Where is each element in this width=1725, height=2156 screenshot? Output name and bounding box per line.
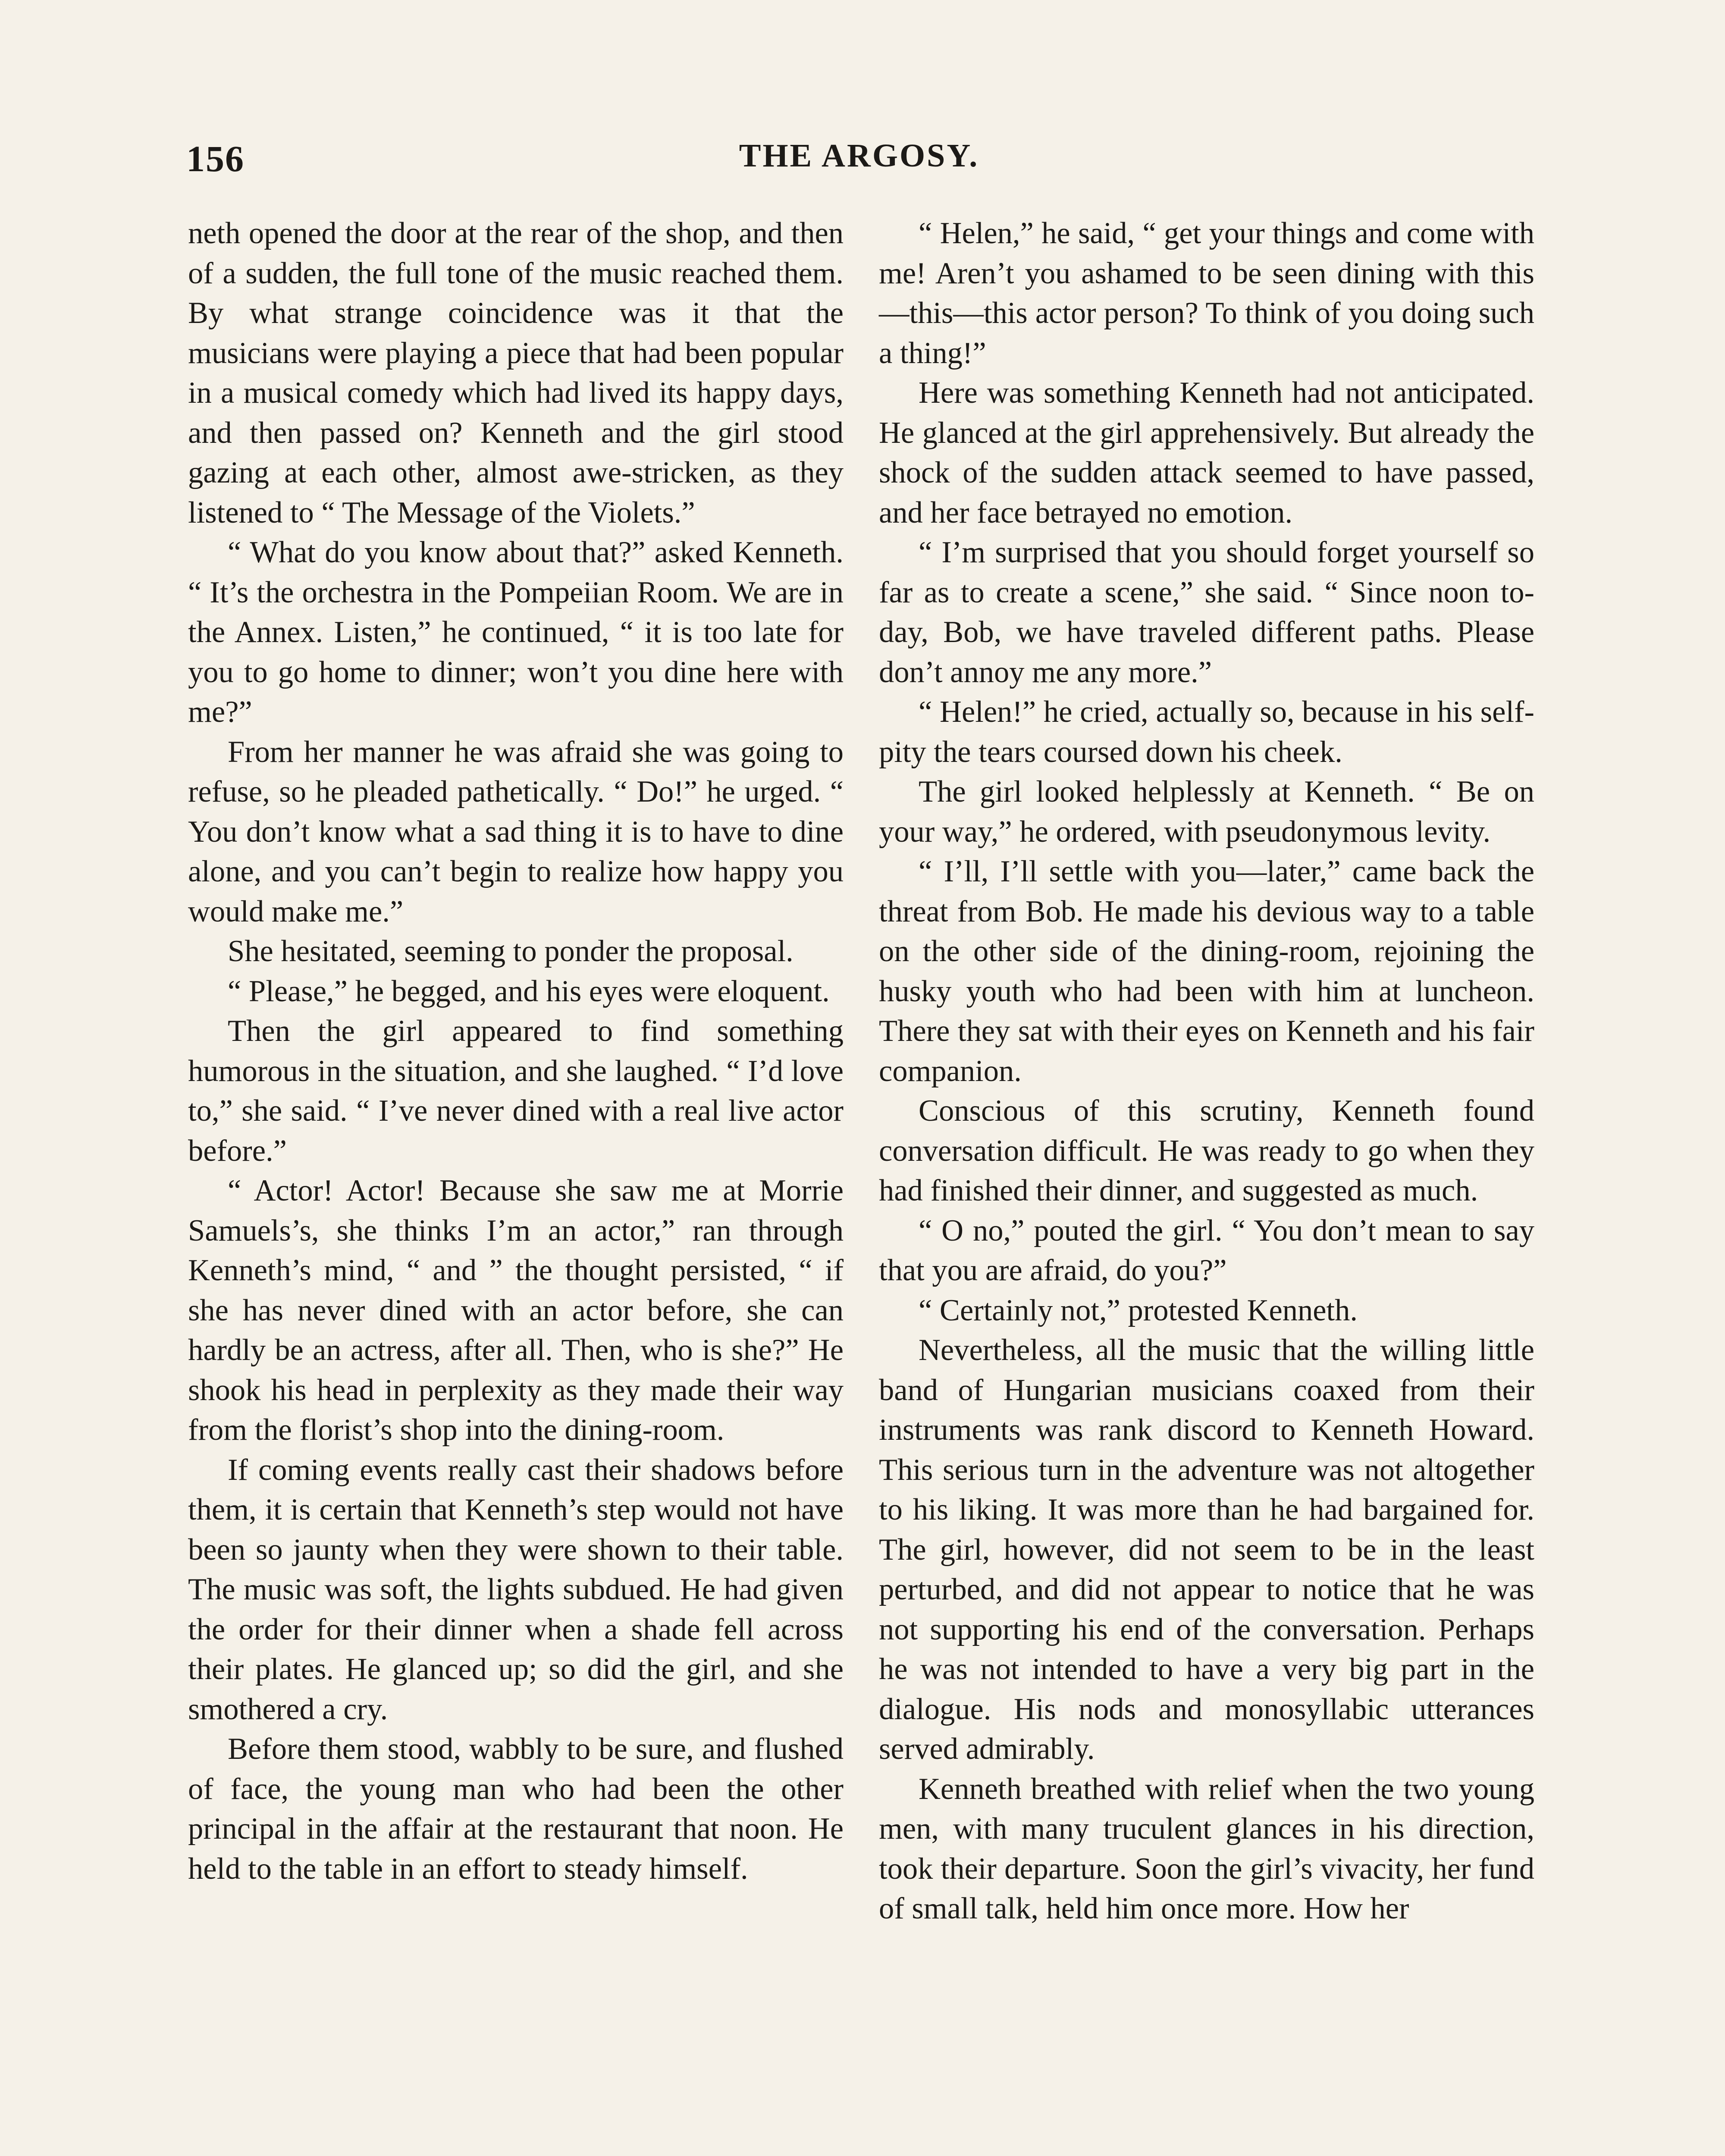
- paragraph: “ Helen!” he cried, actually so, because in his self-pity the tears coursed down his cheek.: [879, 695, 1534, 769]
- paragraph: “ O no,” pouted the girl. “ You don’t mean to say that you are afraid, do you?”: [879, 1213, 1534, 1287]
- left-column: [188, 213, 844, 1889]
- paragraph: Then the girl appeared to find something humorous in the situation, and she laughed. “ I’d love to,” she said. “ I’ve never dined with a real live actor before.”: [188, 1014, 844, 1168]
- paragraph: “ Actor! Actor! Because she saw me at Morrie Samuels’s, she thinks I’m an actor,” ran through Kenneth’s mind, “ and ” the thought persisted, “ if she has never dined with an actor before, she can hardly be an actress, after all. Then, who is she?” He shook his head in perplexity as they made their way from the florist’s shop into the dining-room.: [188, 1174, 844, 1447]
- paragraph: Nevertheless, all the music that the willing little band of Hungarian musicians coaxed from their instruments was rank discord to Kenneth Howard. This serious turn in the adventure was not altogether to his liking. It was more than he had bargained for. The girl, however, did not seem to be in the least perturbed, and did not appear to notice that he was not supporting his end of the conversation. Perhaps he was not intended to have a very big part in the dialogue. His nods and monosyllabic utterances served admirably.: [879, 1333, 1534, 1766]
- paragraph: neth opened the door at the rear of the shop, and then of a sudden, the full tone of the music reached them. By what strange coincidence was it that the musicians were playing a piece that had been popular in a musical comedy which had lived its happy days, and then passed on? Kenneth and the girl stood gazing at each other, almost awe-stricken, as they listened to “ The Message of the Violets.”: [188, 216, 844, 530]
- paragraph: From her manner he was afraid she was going to refuse, so he pleaded pathetically. “ Do!” he urged. “ You don’t know what a sad thing it is to have to dine alone, and you can’t begin to realize how happy you would make me.”: [188, 735, 844, 928]
- page-number: 156: [186, 138, 245, 179]
- paragraph: Before them stood, wabbly to be sure, and flushed of face, the young man who had been the other principal in the affair at the restaurant that noon. He held to the table in an effort to steady himself.: [188, 1732, 844, 1886]
- paragraph: If coming events really cast their shadows before them, it is certain that Kenneth’s step would not have been so jaunty when they were shown to their table. The music was soft, the lights subdued. He had given the order for their dinner when a shade fell across their plates. He glanced up; so did the girl, and she smothered a cry.: [188, 1453, 844, 1726]
- paragraph: “ Helen,” he said, “ get your things and come with me! Aren’t you ashamed to be seen dining with this—this—this actor person? To think of you doing such a thing!”: [879, 216, 1534, 370]
- paragraph: “ I’m surprised that you should forget yourself so far as to create a scene,” she said. “ Since noon to-day, Bob, we have traveled different paths. Please don’t annoy me any more.”: [879, 536, 1534, 689]
- paragraph: The girl looked helplessly at Kenneth. “ Be on your way,” he ordered, with pseudonymous levity.: [879, 775, 1534, 849]
- paragraph: She hesitated, seeming to ponder the proposal.: [228, 934, 794, 968]
- paragraph: Conscious of this scrutiny, Kenneth found conversation difficult. He was ready to go when they had finished their dinner, and suggested as much.: [879, 1094, 1534, 1207]
- paragraph: “ Certainly not,” protested Kenneth.: [919, 1293, 1358, 1327]
- running-title: THE ARGOSY.: [739, 138, 979, 174]
- page-header: [186, 137, 1532, 189]
- paragraph: Here was something Kenneth had not anticipated. He glanced at the girl apprehensively. But already the shock of the sudden attack seemed to have passed, and her face betrayed no emotion.: [879, 376, 1534, 530]
- paragraph: “ What do you know about that?” asked Kenneth. “ It’s the orchestra in the Pompeiian Room. We are in the Annex. Listen,” he continued, “ it is too late for you to go home to dinner; won’t you dine here with me?”: [188, 536, 844, 729]
- paragraph: Kenneth breathed with relief when the two young men, with many truculent glances in his direction, took their departure. Soon the girl’s vivacity, her fund of small talk, held him once more. How her: [879, 1772, 1534, 1925]
- right-column: [879, 213, 1534, 1929]
- paragraph: “ Please,” he begged, and his eyes were eloquent.: [228, 974, 830, 1008]
- paragraph: “ I’ll, I’ll settle with you—later,” came back the threat from Bob. He made his devious way to a table on the other side of the dining-room, rejoining the husky youth who had been with him at luncheon. There they sat with their eyes on Kenneth and his fair companion.: [879, 855, 1534, 1088]
